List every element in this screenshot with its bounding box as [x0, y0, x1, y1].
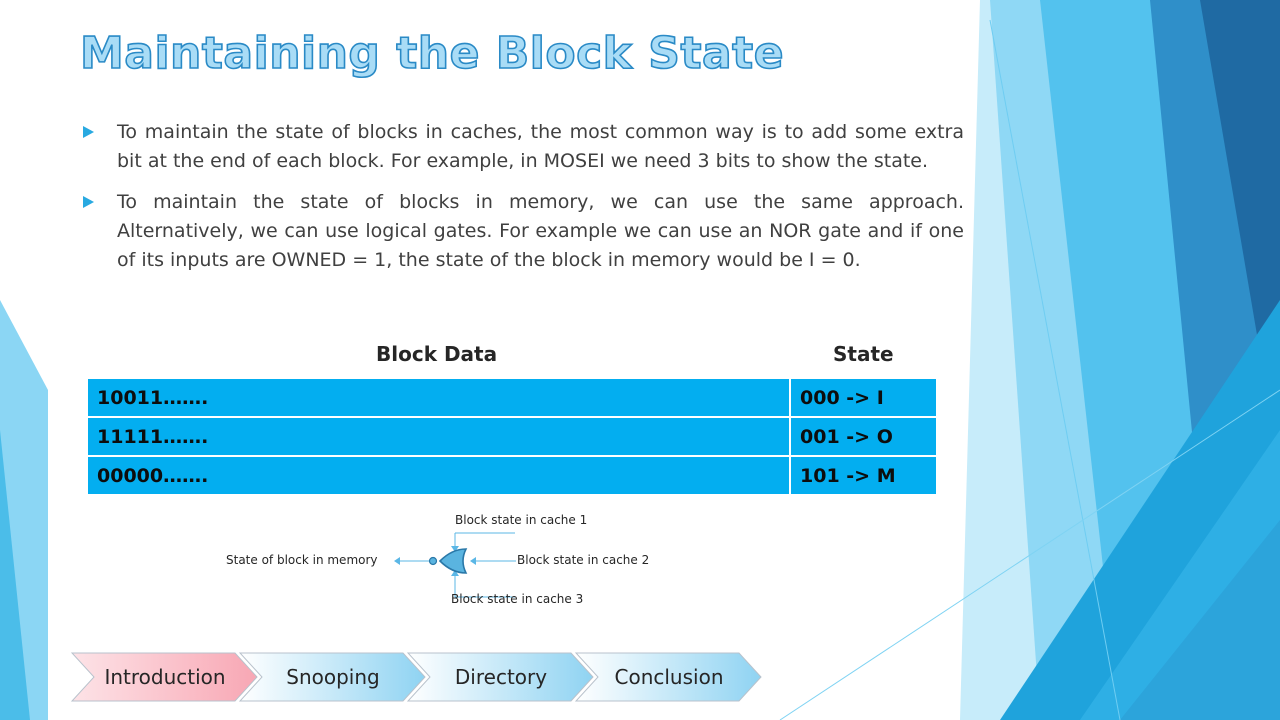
table-row	[87, 417, 937, 456]
tab-label: Introduction	[104, 665, 226, 689]
arrow-bullet-icon	[83, 126, 94, 138]
tab-introduction[interactable]	[71, 652, 259, 702]
column-header-state: State	[833, 342, 894, 366]
tab-conclusion[interactable]	[575, 652, 763, 702]
block-data-cell: 11111…….	[87, 417, 790, 456]
output-label-memory: State of block in memory	[226, 553, 378, 567]
bullet-text: To maintain the state of blocks in memory, we can use the same approach. Alternatively, we can use logical gates. For example we can use an NOR gate and if one of its inputs are OWNED = 1, the state of the block in memory would be I = 0.	[117, 191, 964, 271]
nor-gate-icon	[440, 549, 466, 573]
state-cell: 001 -> O	[790, 417, 937, 456]
column-header-block-data: Block Data	[376, 342, 498, 366]
tab-label: Conclusion	[614, 665, 724, 689]
tab-directory[interactable]	[407, 652, 595, 702]
bullet-item	[80, 188, 964, 275]
state-cell: 000 -> I	[790, 378, 937, 417]
bullet-item	[80, 118, 964, 176]
tab-label: Snooping	[286, 665, 380, 689]
input-label-cache-3: Block state in cache 3	[451, 592, 584, 606]
tab-label: Directory	[454, 665, 548, 689]
slide-title: Maintaining the Block State	[80, 28, 785, 79]
state-table	[86, 377, 938, 496]
input-label-cache-2: Block state in cache 2	[517, 553, 650, 567]
section-navigation	[71, 652, 771, 702]
table-row	[87, 456, 937, 495]
block-data-cell: 00000…….	[87, 456, 790, 495]
block-data-cell: 10011…….	[87, 378, 790, 417]
arrow-bullet-icon	[83, 196, 94, 208]
tab-snooping[interactable]	[239, 652, 427, 702]
bullet-list	[80, 118, 964, 287]
bullet-text: To maintain the state of blocks in caches, the most common way is to add some extra bit at the end of each block. For example, in MOSEI we need 3 bits to show the state.	[117, 121, 964, 172]
table-row	[87, 378, 937, 417]
input-label-cache-1: Block state in cache 1	[455, 513, 588, 527]
state-cell: 101 -> M	[790, 456, 937, 495]
